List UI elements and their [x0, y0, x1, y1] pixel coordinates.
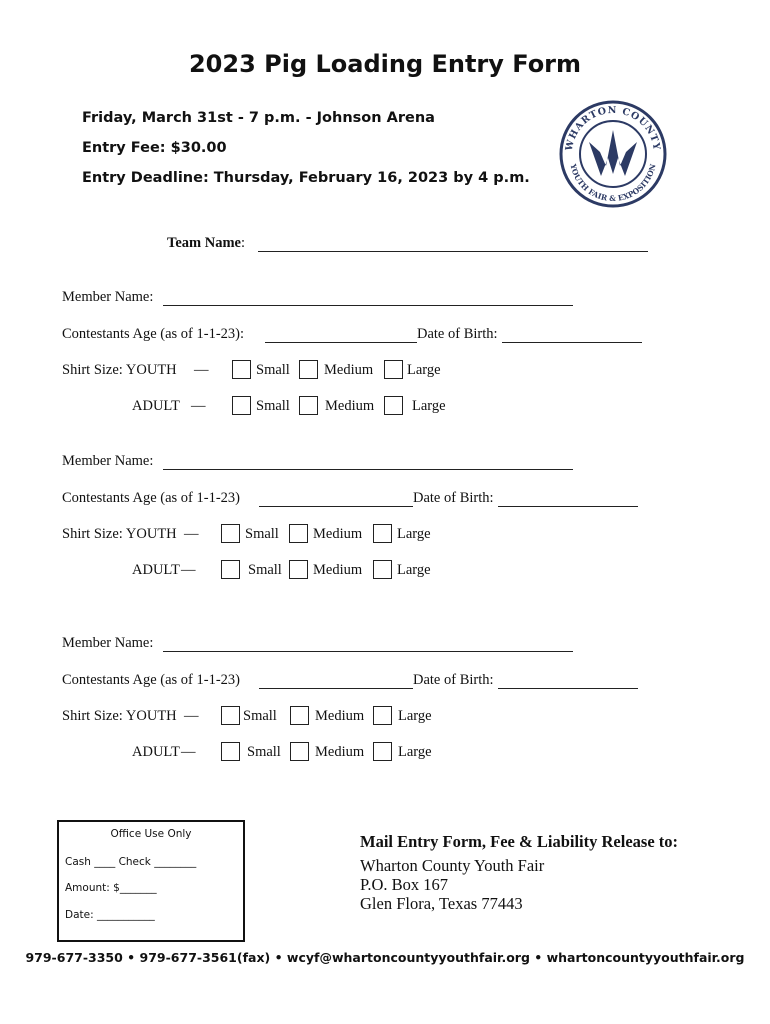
- team-name-label: Team Name:: [167, 235, 245, 251]
- member-1-adult-medium-label: Medium: [325, 398, 375, 414]
- member-1-youth-medium-checkbox[interactable]: [299, 360, 318, 379]
- member-3-youth-small-label: Small: [243, 708, 277, 724]
- member-2-adult-dash: —: [181, 562, 196, 578]
- member-2-youth-small-checkbox[interactable]: [221, 524, 240, 543]
- member-2-adult-label: ADULT: [132, 562, 180, 578]
- member-2-adult-large-checkbox[interactable]: [373, 560, 392, 579]
- member-1-adult-small-checkbox[interactable]: [232, 396, 251, 415]
- member-3-adult-large-checkbox[interactable]: [373, 742, 392, 761]
- member-3-adult-medium-label: Medium: [315, 744, 365, 760]
- member-2-adult-medium-label: Medium: [313, 562, 363, 578]
- member-1-adult-dash: —: [191, 398, 206, 414]
- member-2-youth-dash: —: [184, 526, 199, 542]
- member-1-age-field[interactable]: [265, 342, 417, 343]
- member-2-youth-small-label: Small: [245, 526, 279, 542]
- member-1-adult-large-checkbox[interactable]: [384, 396, 403, 415]
- member-2-adult-small-label: Small: [248, 562, 282, 578]
- member-1-youth-medium-label: Medium: [324, 362, 374, 378]
- member-1-age-label: Contestants Age (as of 1-1-23):: [62, 326, 245, 342]
- member-3-adult-label: ADULT: [132, 744, 180, 760]
- member-3-name-field[interactable]: [163, 651, 573, 652]
- mail-heading: Mail Entry Form, Fee & Liability Release to:: [360, 832, 679, 851]
- office-use-box: [57, 820, 245, 942]
- member-3-adult-small-checkbox[interactable]: [221, 742, 240, 761]
- member-1-adult-label: ADULT: [132, 398, 180, 414]
- member-1-youth-large-checkbox[interactable]: [384, 360, 403, 379]
- member-3-adult-dash: —: [181, 744, 196, 760]
- member-3-adult-large-label: Large: [398, 744, 432, 760]
- office-amount-line: Amount: $_______: [65, 882, 157, 894]
- member-3-youth-medium-checkbox[interactable]: [290, 706, 309, 725]
- member-2-adult-small-checkbox[interactable]: [221, 560, 240, 579]
- member-2-youth-medium-label: Medium: [313, 526, 363, 542]
- member-2-dob-field[interactable]: [498, 506, 638, 507]
- page-title: 2023 Pig Loading Entry Form: [188, 50, 582, 78]
- member-1-adult-small-label: Small: [256, 398, 290, 414]
- mail-line-1: Wharton County Youth Fair: [360, 856, 545, 875]
- team-name-field[interactable]: [258, 251, 648, 252]
- member-1-youth-dash: —: [194, 362, 209, 378]
- member-2-age-field[interactable]: [259, 506, 413, 507]
- member-1-youth-large-label: Large: [407, 362, 441, 378]
- member-1-youth-small-label: Small: [256, 362, 290, 378]
- entry-deadline-line: Entry Deadline: Thursday, February 16, 2023 by 4 p.m.: [82, 170, 530, 186]
- member-2-name-label: Member Name:: [62, 453, 154, 469]
- member-3-name-label: Member Name:: [62, 635, 154, 651]
- mail-line-2: P.O. Box 167: [360, 875, 449, 894]
- member-1-youth-label: Shirt Size: YOUTH: [62, 362, 177, 378]
- member-1-name-label: Member Name:: [62, 289, 154, 305]
- member-2-dob-label: Date of Birth:: [413, 490, 494, 506]
- member-3-youth-label: Shirt Size: YOUTH: [62, 708, 177, 724]
- member-3-adult-medium-checkbox[interactable]: [290, 742, 309, 761]
- member-2-age-label: Contestants Age (as of 1-1-23): [62, 490, 240, 506]
- member-3-age-label: Contestants Age (as of 1-1-23): [62, 672, 240, 688]
- member-2-youth-large-label: Large: [397, 526, 431, 542]
- member-2-youth-label: Shirt Size: YOUTH: [62, 526, 177, 542]
- member-1-adult-medium-checkbox[interactable]: [299, 396, 318, 415]
- member-3-dob-field[interactable]: [498, 688, 638, 689]
- entry-fee-line: Entry Fee: $30.00: [82, 140, 227, 156]
- member-1-dob-field[interactable]: [502, 342, 642, 343]
- contact-footer: 979-677-3350 • 979-677-3561(fax) • wcyf@whartoncountyyouthfair.org • whartoncountyyouthfair.org: [25, 950, 745, 965]
- office-use-title: Office Use Only: [110, 828, 192, 840]
- logo-arc-bottom: YOUTH FAIR & EXPOSITION: [568, 163, 658, 204]
- member-1-youth-small-checkbox[interactable]: [232, 360, 251, 379]
- member-3-youth-small-checkbox[interactable]: [221, 706, 240, 725]
- member-2-youth-medium-checkbox[interactable]: [289, 524, 308, 543]
- office-cash-check-line: Cash ____ Check ________: [65, 856, 197, 868]
- member-3-adult-small-label: Small: [247, 744, 281, 760]
- member-2-adult-large-label: Large: [397, 562, 431, 578]
- event-date-line: Friday, March 31st - 7 p.m. - Johnson Arena: [82, 110, 435, 126]
- member-1-adult-large-label: Large: [412, 398, 446, 414]
- mail-line-3: Glen Flora, Texas 77443: [360, 894, 523, 913]
- member-3-dob-label: Date of Birth:: [413, 672, 494, 688]
- member-3-youth-large-checkbox[interactable]: [373, 706, 392, 725]
- member-2-youth-large-checkbox[interactable]: [373, 524, 392, 543]
- member-3-youth-large-label: Large: [398, 708, 432, 724]
- logo-arc-top: WHARTON COUNTY: [563, 104, 662, 152]
- member-2-name-field[interactable]: [163, 469, 573, 470]
- wharton-county-logo: [556, 100, 670, 208]
- office-date-line: Date: ___________: [65, 909, 155, 921]
- member-3-youth-medium-label: Medium: [315, 708, 365, 724]
- member-2-adult-medium-checkbox[interactable]: [289, 560, 308, 579]
- member-1-dob-label: Date of Birth:: [417, 326, 498, 342]
- member-3-youth-dash: —: [184, 708, 199, 724]
- member-3-age-field[interactable]: [259, 688, 413, 689]
- member-1-name-field[interactable]: [163, 305, 573, 306]
